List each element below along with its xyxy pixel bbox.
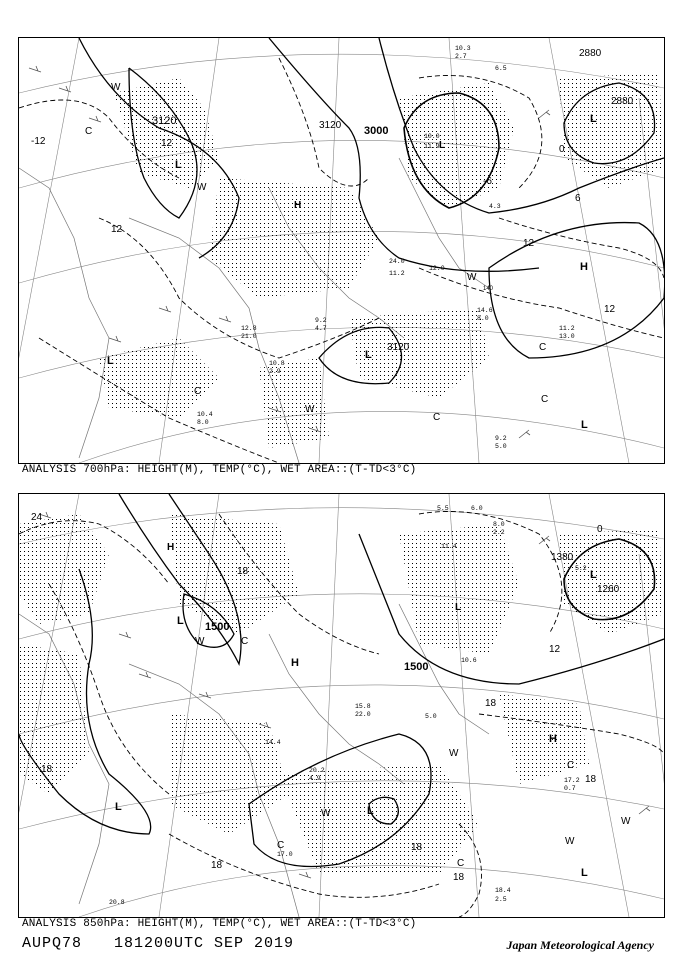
height-label: 3120 xyxy=(152,115,177,127)
map-700hpa-svg xyxy=(19,38,664,463)
low-center: L xyxy=(107,355,114,367)
cold-center: C xyxy=(433,412,441,423)
station-plot: 5.2 xyxy=(575,565,587,572)
warm-center: W xyxy=(197,182,207,193)
chart-code: AUPQ78 xyxy=(22,935,83,952)
cold-center: C xyxy=(194,386,202,397)
station-plot: 2.9 xyxy=(269,368,281,375)
station-plot: 4.3 xyxy=(489,203,501,210)
cold-center: C xyxy=(567,760,575,771)
temp-label: 12 xyxy=(549,644,561,655)
low-center: L xyxy=(439,140,446,151)
lon-label: 140 xyxy=(483,286,494,292)
station-plot: 22.0 xyxy=(355,711,371,718)
station-plot: 20.8 xyxy=(109,899,125,906)
temp-label: 18 xyxy=(211,860,223,871)
height-label: 1260 xyxy=(597,584,620,595)
station-plot: 2.7 xyxy=(455,53,467,60)
high-center: H xyxy=(167,542,175,553)
station-plot: 9.2 xyxy=(495,435,507,442)
chart-datetime: 181200UTC SEP 2019 xyxy=(114,935,295,952)
height-label: 3120 xyxy=(387,342,410,353)
temp-label: -6 xyxy=(483,176,492,187)
temp-label: 12 xyxy=(111,224,123,235)
warm-center: W xyxy=(195,636,205,647)
temp-label: 18 xyxy=(237,566,249,577)
temp-label: 18 xyxy=(41,764,53,775)
map-panel-850hpa xyxy=(18,493,665,918)
agency-credit: Japan Meteorological Agency xyxy=(506,938,654,952)
temp-label: 24 xyxy=(31,512,43,523)
height-label: 3000 xyxy=(364,125,389,137)
cold-center: C xyxy=(457,858,465,869)
temp-label: 0 xyxy=(597,524,603,535)
station-plot: 0.7 xyxy=(564,785,576,792)
warm-center: W xyxy=(565,836,575,847)
warm-center: W xyxy=(467,272,477,283)
high-center: H xyxy=(549,733,557,745)
station-plot: 10.0 xyxy=(424,133,440,140)
station-plot: 4.7 xyxy=(315,325,327,332)
cold-center: C xyxy=(277,840,285,851)
station-plot: 13.0 xyxy=(559,333,575,340)
station-plot: 11.9 xyxy=(424,143,440,150)
low-center: L xyxy=(590,569,597,581)
station-plot: 17.0 xyxy=(277,851,293,858)
temp-label: 18 xyxy=(411,842,423,853)
temp-label: -12 xyxy=(31,136,46,147)
caption-700hpa: ANALYSIS 700hPa: HEIGHT(M), TEMP(°C), WET AREA::(T-TD<3°C) xyxy=(22,464,417,476)
temp-label: 18 xyxy=(485,698,497,709)
warm-center: W xyxy=(321,808,331,819)
station-plot: 11.2 xyxy=(389,270,405,277)
station-plot: 5.5 xyxy=(437,505,449,512)
station-plot: 6.0 xyxy=(471,505,483,512)
temp-label: 12 xyxy=(523,238,535,249)
low-center: L xyxy=(365,349,372,361)
low-center: L xyxy=(455,602,462,613)
station-plot: 10.8 xyxy=(269,360,285,367)
warm-center: W xyxy=(621,816,631,827)
high-center: H xyxy=(580,261,588,273)
high-center: H xyxy=(291,657,299,669)
station-plot: 12.0 xyxy=(429,265,445,272)
temp-label: 6 xyxy=(575,193,581,204)
station-plot: 11.2 xyxy=(559,325,575,332)
height-label: 2880 xyxy=(611,96,634,107)
temp-label: 0 xyxy=(559,144,565,155)
cold-center: C xyxy=(541,394,549,405)
station-plot: 5.0 xyxy=(425,713,437,720)
station-plot: 2.2 xyxy=(493,529,505,536)
temp-label: 12 xyxy=(604,304,616,315)
station-plot: 2.5 xyxy=(495,896,507,903)
height-label: 3120 xyxy=(319,120,342,131)
height-label: 1500 xyxy=(404,661,429,673)
caption-850hpa: ANALYSIS 850hPa: HEIGHT(M), TEMP(°C), WET AREA::(T-TD<3°C) xyxy=(22,918,417,930)
low-center: L xyxy=(581,419,588,431)
station-plot: 14.6 xyxy=(477,307,493,314)
station-plot: 10.4 xyxy=(197,411,213,418)
wet-area xyxy=(19,514,664,874)
station-plot: 24.0 xyxy=(389,258,405,265)
cold-center: C xyxy=(241,636,249,647)
temp-label: 18 xyxy=(453,872,465,883)
station-plot: 17.2 xyxy=(564,777,580,784)
low-center: L xyxy=(175,159,182,171)
station-plot: 21.0 xyxy=(241,333,257,340)
station-plot: 5.0 xyxy=(495,443,507,450)
cold-center: C xyxy=(539,342,547,353)
station-plot: 8.0 xyxy=(493,521,505,528)
low-center: L xyxy=(115,801,122,813)
map-panel-700hpa xyxy=(18,37,665,464)
low-center: L xyxy=(367,805,374,817)
station-plot: 12.8 xyxy=(241,325,257,332)
low-center: L xyxy=(581,867,588,879)
station-plot: 10.3 xyxy=(455,45,471,52)
warm-center: W xyxy=(111,82,121,93)
warm-center: W xyxy=(449,748,459,759)
warm-center: W xyxy=(305,404,315,415)
height-label: 2880 xyxy=(579,48,602,59)
station-plot: 14.4 xyxy=(265,739,281,746)
height-label: 1380 xyxy=(551,552,574,563)
station-plot: 10.6 xyxy=(461,657,477,664)
high-center: H xyxy=(294,200,302,211)
station-plot: 11.4 xyxy=(441,543,457,550)
station-plot: 8.0 xyxy=(197,419,209,426)
temp-label: 12 xyxy=(161,138,173,149)
height-label: 1500 xyxy=(205,621,230,633)
temp-label: 18 xyxy=(585,774,597,785)
station-plot: 20.2 xyxy=(309,767,325,774)
station-plot: 15.8 xyxy=(355,703,371,710)
station-plot: 18.4 xyxy=(495,887,511,894)
station-plot: 4.9 xyxy=(309,775,321,782)
chart-identifier xyxy=(22,935,316,952)
low-center: L xyxy=(590,113,597,125)
low-center: L xyxy=(177,615,184,627)
station-plot: 8.0 xyxy=(477,315,489,322)
cold-center: C xyxy=(85,126,93,137)
station-plot: 6.5 xyxy=(495,65,507,72)
map-850hpa-svg xyxy=(19,494,664,917)
station-plot: 9.2 xyxy=(315,317,327,324)
